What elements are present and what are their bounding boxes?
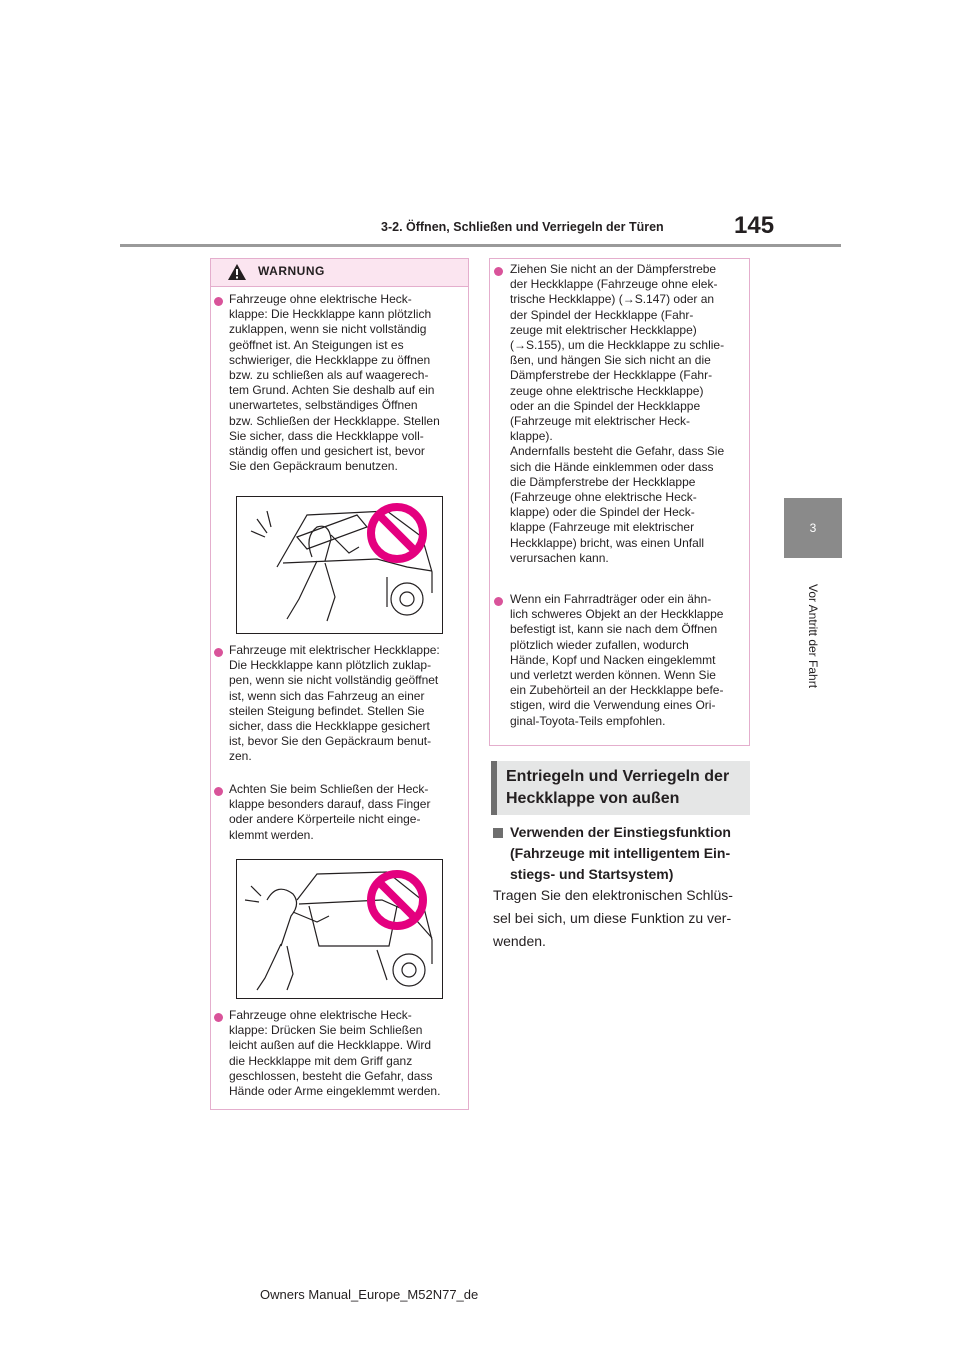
warning-item: Achten Sie beim Schließen der Heck- klappe besonders darauf, dass Finger oder andere Körperteile nicht einge- klemmt werden. xyxy=(229,782,431,842)
section-title: 3-2. Öffnen, Schließen und Verriegeln der Türen xyxy=(381,220,664,234)
bullet-icon xyxy=(214,297,223,306)
page-number: 145 xyxy=(734,212,775,239)
warning-item: Wenn ein Fahrradträger oder ein ähn- lich schweres Objekt an der Heckklappe befestigt ist, kann sie nach dem Öffnen plötzlich wieder zufallen, wodurch Hände, Kopf und Nacken eingeklemmt und verletzt werden können. Wenn Sie ein Zubehörteil an der Heckklappe befe- stigen, wird die Verwendung eines Ori- ginal-Toyota-Teils empfohlen. xyxy=(510,592,724,728)
warning-triangle-icon xyxy=(227,263,247,281)
bullet-icon xyxy=(214,648,223,657)
bullet-icon xyxy=(494,597,503,606)
chapter-side-label xyxy=(790,566,836,706)
warning-item: Fahrzeuge ohne elektrische Heck- klappe: Die Heckklappe kann plötzlich zuklappen, wenn sie nicht vollständig geöffnet ist. An Steigungen ist es schwieriger, die Heckklappe zu öffnen bzw. zu schließen als auf waagerech- tem Grund. Achten Sie deshalb auf ein unerwartetes, selbständiges Öffnen bzw. Schließen der Heckklappe. Stellen Sie sicher, dass die Heckklappe voll- ständig offen und gesichert ist, bevor Sie den Gepäckraum benutzen. xyxy=(229,292,440,474)
header-rule xyxy=(120,244,841,247)
bullet-icon xyxy=(214,1013,223,1022)
illustration-tailgate-falling xyxy=(236,496,443,634)
warning-header xyxy=(211,259,468,286)
square-bullet-icon xyxy=(493,828,503,838)
warning-title: WARNUNG xyxy=(258,264,325,278)
warning-item: Fahrzeuge mit elektrischer Heckklappe: Die Heckklappe kann plötzlich zuklap- pen, wenn sie nicht vollständig geöffnet ist, wenn sich das Fahrzeug an einer steilen Steigung befindet. Stellen Sie sicher, dass die Heckklappe gesichert ist, bevor Sie den Gepäckraum benut- zen. xyxy=(229,643,440,764)
chapter-tab[interactable] xyxy=(784,498,842,558)
footer-text: Owners Manual_Europe_M52N77_de xyxy=(260,1287,479,1302)
chapter-title: Vor Antritt der Fahrt xyxy=(806,583,820,689)
warning-item: Ziehen Sie nicht an der Dämpferstrebe der Heckklappe (Fahrzeuge ohne elek- trische Heckklappe) (→S.147) oder an der Spindel der Heckklappe (Fahr- zeuge mit elektrischer Heckklappe) (→S.155), um die Heckklappe zu schlie- ßen, und hängen Sie sich nicht an die Dämpferstrebe der Heckklappe (Fahr- zeuge ohne elektrische Heckklappe) oder an die Spindel der Heckklappe (Fahrzeuge mit elektrischer Heck- klappe). Andernfalls besteht die Gefahr, dass Sie sich die Hände einklemmen oder dass die Dämpferstrebe der Heckklappe (Fahrzeuge ohne elektrische Heck- klappe) oder die Spindel der Heck- klappe (Fahrzeuge mit elektrischer Heckklappe) bricht, was einen Unfall verursachen kann. xyxy=(510,262,725,565)
section-heading: Entriegeln und Verriegeln der Heckklappe von außen xyxy=(506,768,730,807)
warning-item: Fahrzeuge ohne elektrische Heck- klappe: Drücken Sie beim Schließen leicht außen auf die Heckklappe. Wird die Heckklappe mit dem Griff ganz geschlossen, besteht die Gefahr, dass Hände oder Arme eingeklemmt werden. xyxy=(229,1008,441,1099)
subheading: Verwenden der Einstiegsfunktion (Fahrzeuge mit intelligentem Ein- stiegs- und Startsystem) xyxy=(510,824,731,882)
body-paragraph: Tragen Sie den elektronischen Schlüs- sel bei sich, um diese Funktion zu ver- wenden. xyxy=(493,887,733,949)
bullet-icon xyxy=(214,787,223,796)
bullet-icon xyxy=(494,267,503,276)
warning-header-divider xyxy=(211,286,468,287)
chapter-number: 3 xyxy=(809,521,817,535)
illustration-fingers-pinched xyxy=(236,859,443,999)
